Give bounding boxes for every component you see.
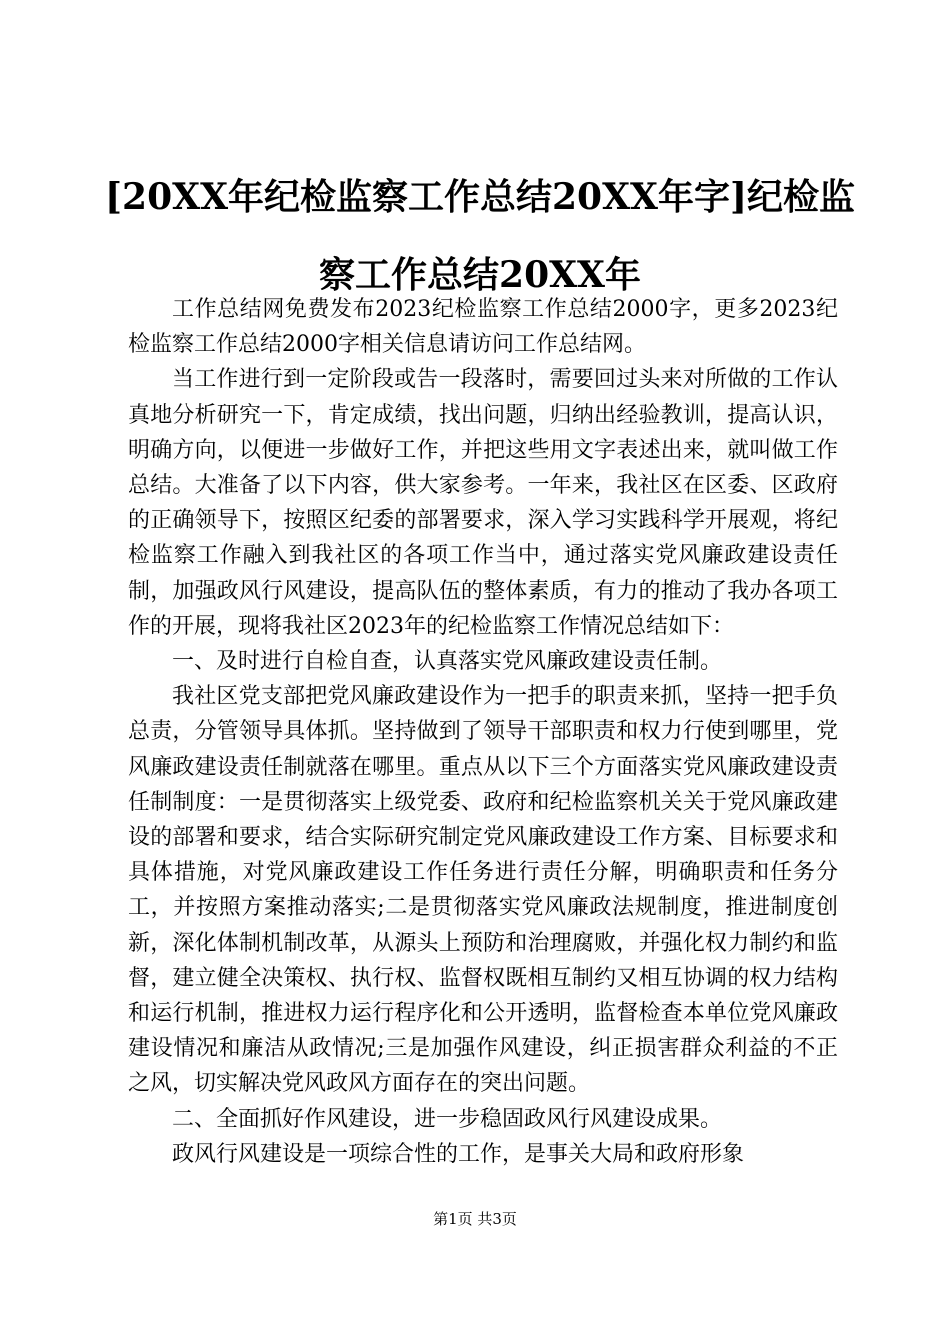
paragraph-overview: 当工作进行到一定阶段或告一段落时，需要回过头来对所做的工作认真地分析研究一下，肯定成绩，找出问题，归纳出经验教训，提高认识，明确方向，以便进一步做好工作，并把这些用文字表述出来，就叫做工作总结。大准备了以下内容，供大家参考。一年来，我社区在区委、区政府的正确领导下，按照区纪委的部署要求，深入学习实践科学开展观，将纪检监察工作融入到我社区的各项工作当中，通过落实党风廉政建设责任制，加强政风行风建设，提高队伍的整体素质，有力的推动了我办各项工作的开展，现将我社区2023年的纪检监察工作情况总结如下： (128, 367, 838, 639)
paragraph-section-1: 我社区党支部把党风廉政建设作为一把手的职责来抓，坚持一把手负总责，分管领导具体抓。坚持做到了领导干部职责和权力行使到哪里，党风廉政建设责任制就落在哪里。重点从以下三个方面落实党风廉政建设责任制制度：一是贯彻落实上级党委、政府和纪检监察机关关于党风廉政建设的部署和要求，结合实际研究制定党风廉政建设工作方案、目标要求和具体措施，对党风廉政建设工作任务进行责任分解，明确职责和任务分工，并按照方案推动落实;二是贯彻落实党风廉政法规制度，推进制度创新，深化体制机制改革，从源头上预防和治理腐败，并强化权力制约和监督，建立健全决策权、执行权、监督权既相互制约又相互协调的权力结构和运行机制，推进权力运行程序化和公开透明，监督检查本单位党风廉政建设情况和廉洁从政情况;三是加强作风建设，纠正损害群众利益的不正之风，切实解决党风政风方面存在的突出问题。 (128, 684, 838, 1097)
paragraph-section-2: 政风行风建设是一项综合性的工作，是事关大局和政府形象 (172, 1141, 745, 1167)
document-body (128, 292, 838, 1172)
section-heading-1: 一、及时进行自检自查，认真落实党风廉政建设责任制。 (172, 649, 723, 675)
page-number-footer: 第1页 共3页 (433, 1210, 517, 1228)
document-title: [20XX年纪检监察工作总结20XX年字]纪检监察工作总结20XX年 (105, 176, 855, 296)
paragraph-intro: 工作总结网免费发布2023纪检监察工作总结2000字，更多2023纪检监察工作总结2000字相关信息请访问工作总结网。 (128, 297, 838, 358)
section-heading-2: 二、全面抓好作风建设，进一步稳固政风行风建设成果。 (172, 1106, 723, 1132)
